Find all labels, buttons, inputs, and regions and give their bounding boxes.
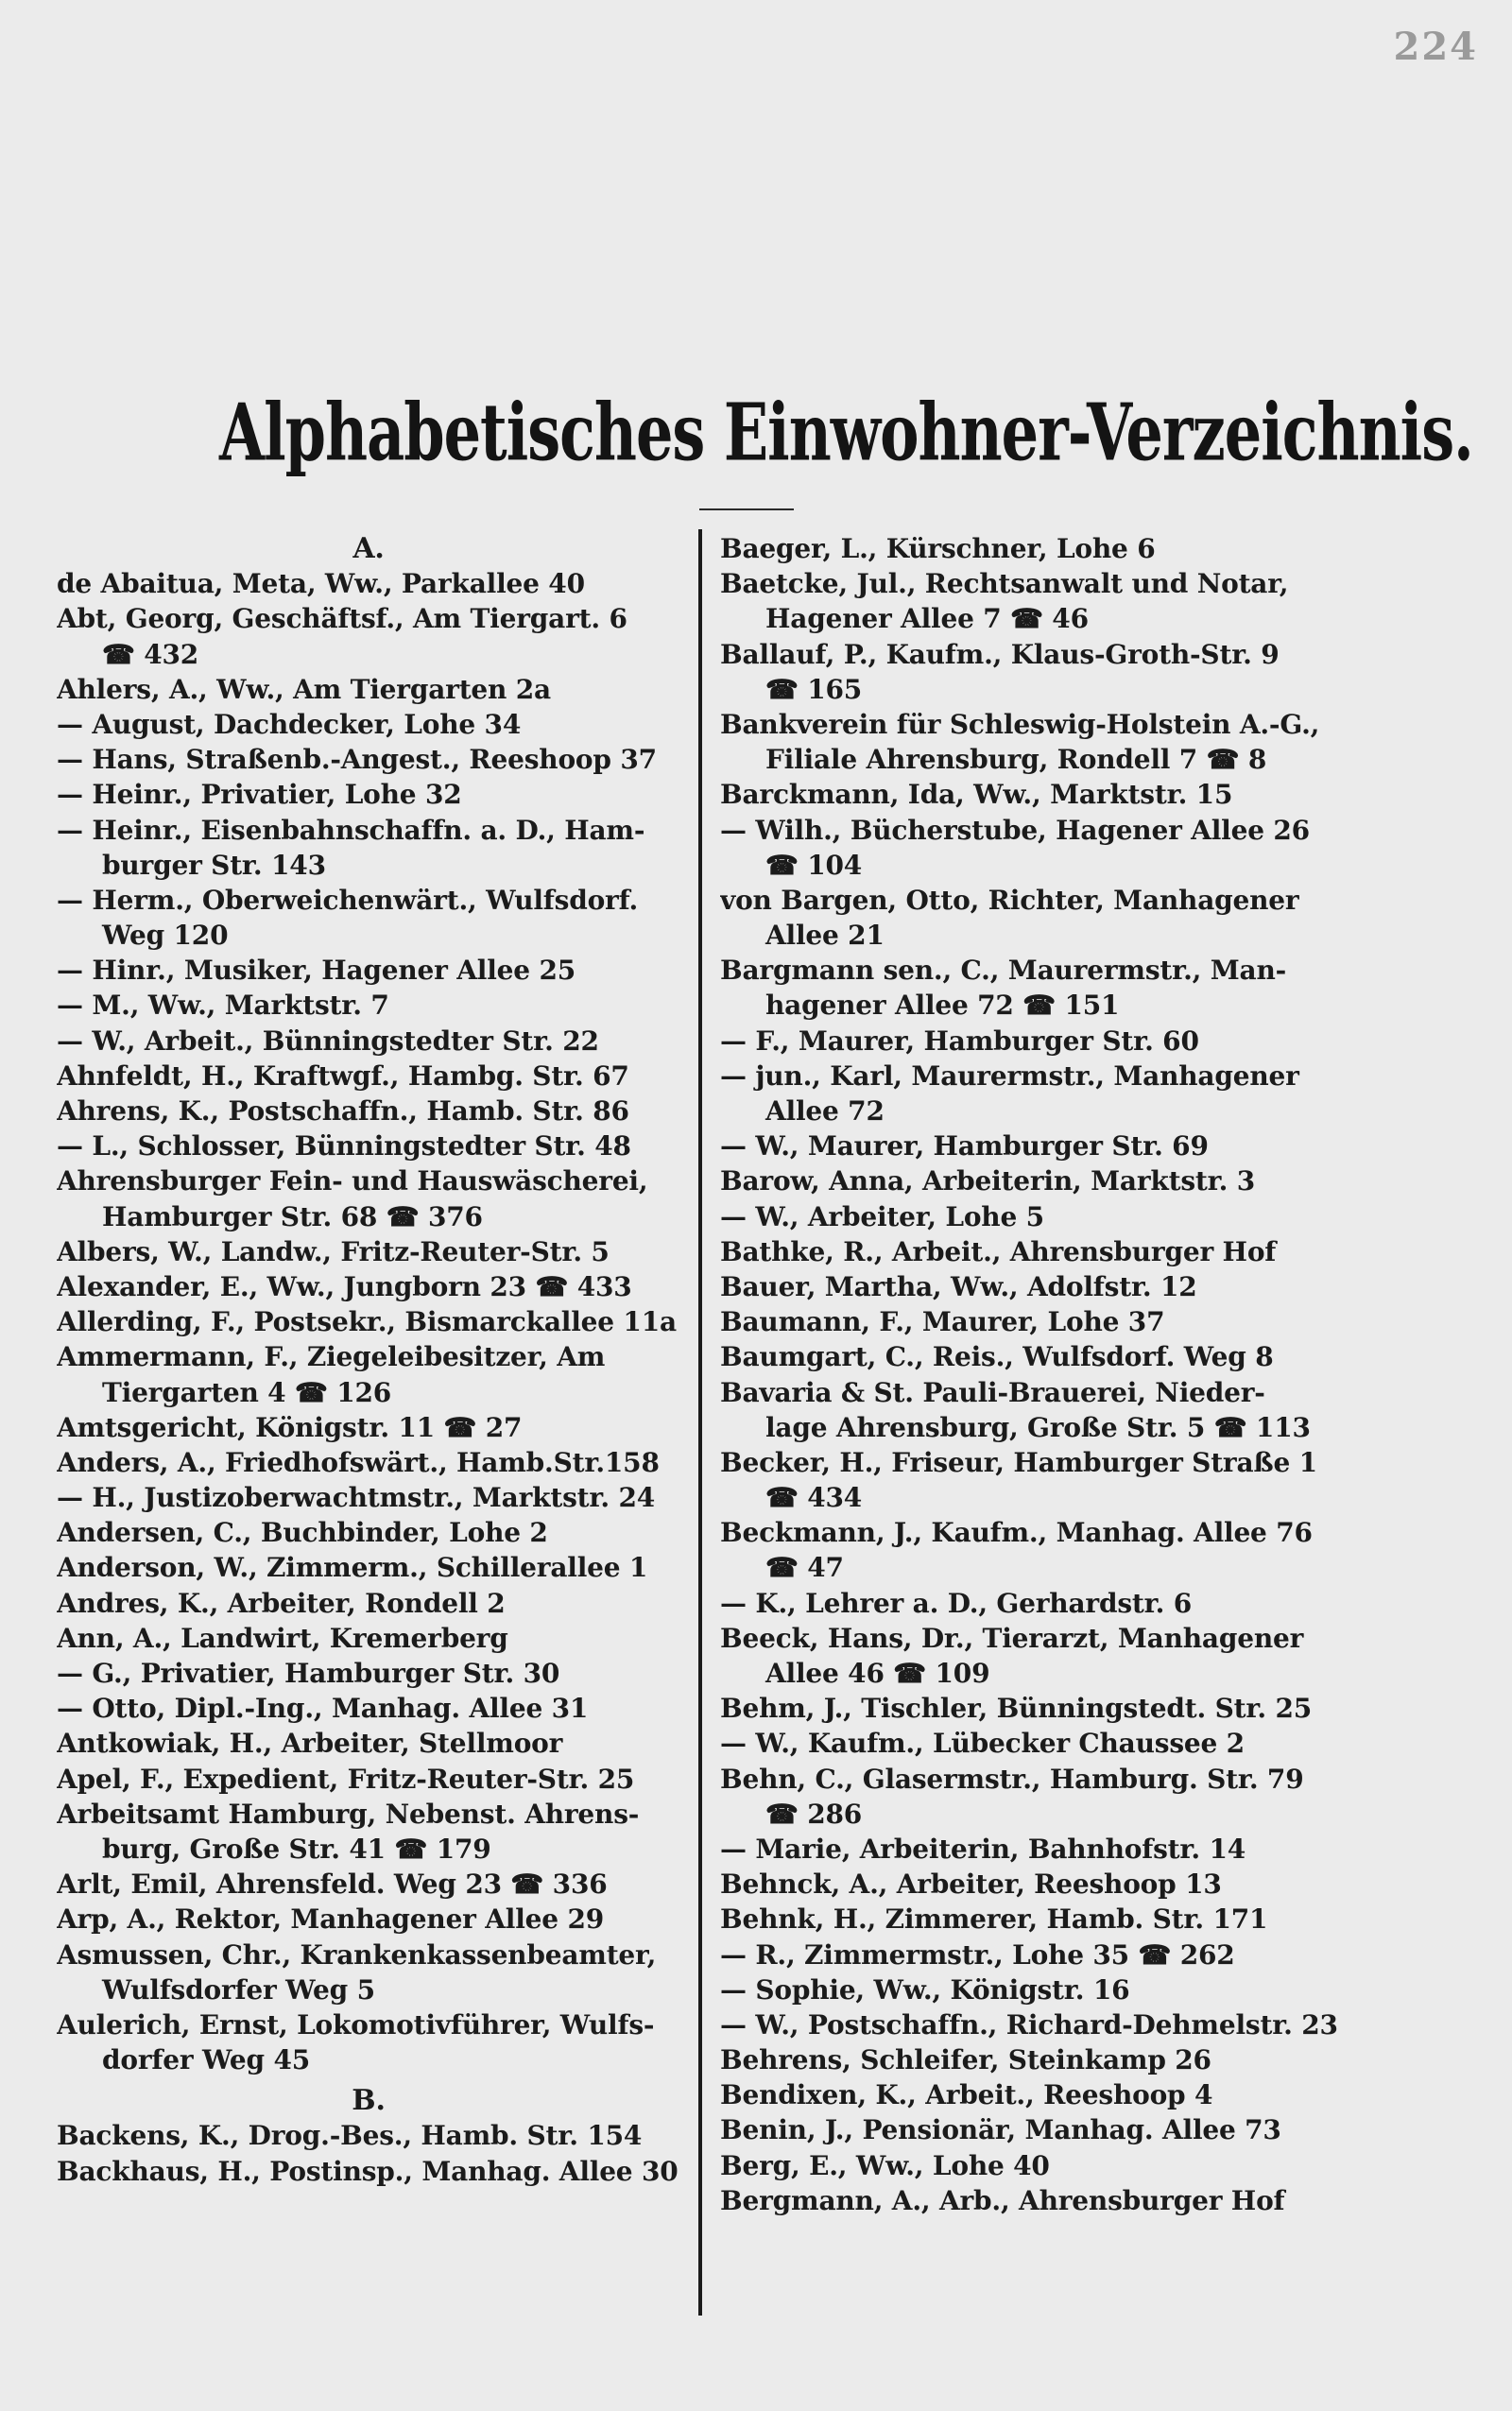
directory-entry: Ann, A., Landwirt, Kremerberg — [57, 1622, 508, 1654]
directory-entry: — Hans, Straßenb.-Angest., Reeshoop 37 — [57, 744, 657, 776]
directory-entry: Baumann, F., Maurer, Lohe 37 — [720, 1306, 1165, 1338]
directory-entry: — Marie, Arbeiterin, Bahnhofstr. 14 — [720, 1833, 1246, 1865]
directory-entry: — Otto, Dipl.-Ing., Manhag. Allee 31 — [57, 1693, 589, 1725]
directory-entry: Allerding, F., Postsekr., Bismarckallee 11a — [57, 1306, 677, 1338]
directory-entry: — H., Justizoberwachtmstr., Marktstr. 24 — [57, 1482, 656, 1514]
entry-continuation: Filiale Ahrensburg, Rondell 7 ☎ 8 — [765, 744, 1267, 776]
directory-entry: Ballauf, P., Kaufm., Klaus-Groth-Str. 9 — [720, 638, 1280, 670]
directory-entry: Beckmann, J., Kaufm., Manhag. Allee 76 — [720, 1517, 1313, 1549]
directory-entry: — Herm., Oberweichenwärt., Wulfsdorf. — [57, 884, 638, 916]
directory-entry: Bargmann sen., C., Maurermstr., Man- — [720, 955, 1287, 987]
directory-entry: Behm, J., Tischler, Bünningstedt. Str. 25 — [720, 1693, 1313, 1725]
directory-entry: Ahrensburger Fein- und Hauswäscherei, — [57, 1165, 648, 1197]
directory-entry: — K., Lehrer a. D., Gerhardstr. 6 — [720, 1587, 1192, 1619]
directory-entry: Bendixen, K., Arbeit., Reeshoop 4 — [720, 2079, 1213, 2111]
column-divider — [698, 529, 702, 2316]
directory-entry: — August, Dachdecker, Lohe 34 — [57, 708, 522, 740]
directory-entry: — L., Schlosser, Bünningstedter Str. 48 — [57, 1130, 631, 1162]
directory-entry: Behrens, Schleifer, Steinkamp 26 — [720, 2044, 1211, 2076]
entry-continuation: Tiergarten 4 ☎ 126 — [102, 1376, 392, 1408]
directory-entry: Bavaria & St. Pauli-Brauerei, Nieder- — [720, 1376, 1265, 1408]
directory-entry: Baumgart, C., Reis., Wulfsdorf. Weg 8 — [720, 1341, 1274, 1373]
directory-entry: Albers, W., Landw., Fritz-Reuter-Str. 5 — [57, 1235, 610, 1267]
directory-entry: Andres, K., Arbeiter, Rondell 2 — [57, 1587, 506, 1619]
directory-entry: Bathke, R., Arbeit., Ahrensburger Hof — [720, 1235, 1277, 1267]
entry-continuation: ☎ 47 — [765, 1552, 844, 1584]
entry-continuation: ☎ 432 — [102, 638, 199, 670]
directory-entry: Ahrens, K., Postschaffn., Hamb. Str. 86 — [57, 1095, 629, 1127]
directory-entry: — M., Ww., Marktstr. 7 — [57, 990, 389, 1022]
directory-entry: Bergmann, A., Arb., Ahrensburger Hof — [720, 2184, 1285, 2216]
directory-entry: — W., Arbeit., Bünningstedter Str. 22 — [57, 1025, 599, 1057]
directory-entry: — jun., Karl, Maurermstr., Manhagener — [720, 1059, 1299, 1092]
directory-entry: — Heinr., Eisenbahnschaffn. a. D., Ham- — [57, 814, 645, 846]
directory-entry: Bauer, Martha, Ww., Adolfstr. 12 — [720, 1270, 1197, 1302]
directory-entry: Asmussen, Chr., Krankenkassenbeamter, — [57, 1938, 657, 1971]
entry-continuation: Hagener Allee 7 ☎ 46 — [765, 603, 1089, 635]
entry-continuation: burger Str. 143 — [102, 849, 326, 881]
directory-entry: — Hinr., Musiker, Hagener Allee 25 — [57, 955, 576, 987]
directory-entry: Antkowiak, H., Arbeiter, Stellmoor — [57, 1728, 563, 1760]
directory-entry: Arbeitsamt Hamburg, Nebenst. Ahrens- — [57, 1798, 640, 1830]
directory-entry: Abt, Georg, Geschäftsf., Am Tiergart. 6 — [57, 603, 627, 635]
directory-entry: Bankverein für Schleswig-Holstein A.-G., — [720, 708, 1320, 740]
directory-entry: Ahlers, A., Ww., Am Tiergarten 2a — [57, 673, 551, 705]
page-number: 224 — [1393, 25, 1478, 69]
directory-entry: — F., Maurer, Hamburger Str. 60 — [720, 1025, 1199, 1057]
directory-entry: Behn, C., Glasermstr., Hamburg. Str. 79 — [720, 1763, 1304, 1795]
directory-entry: Behnck, A., Arbeiter, Reeshoop 13 — [720, 1869, 1222, 1901]
entry-continuation: Allee 72 — [765, 1095, 885, 1127]
directory-entry: Beeck, Hans, Dr., Tierarzt, Manhagener — [720, 1622, 1304, 1654]
directory-entry: — G., Privatier, Hamburger Str. 30 — [57, 1658, 560, 1689]
entry-continuation: ☎ 104 — [765, 849, 863, 881]
entry-continuation: ☎ 286 — [765, 1798, 863, 1830]
directory-entry: Baeger, L., Kürschner, Lohe 6 — [720, 533, 1156, 564]
directory-entry: — W., Kaufm., Lübecker Chaussee 2 — [720, 1728, 1245, 1760]
directory-entry: Behnk, H., Zimmerer, Hamb. Str. 171 — [720, 1903, 1268, 1936]
directory-entry: Backens, K., Drog.-Bes., Hamb. Str. 154 — [57, 2120, 643, 2152]
entry-continuation: Allee 21 — [765, 920, 885, 952]
directory-entry: Barckmann, Ida, Ww., Marktstr. 15 — [720, 779, 1233, 811]
directory-entry: Arp, A., Rektor, Manhagener Allee 29 — [57, 1903, 605, 1936]
directory-entry: Benin, J., Pensionär, Manhag. Allee 73 — [720, 2114, 1281, 2146]
directory-entry: Ahnfeldt, H., Kraftwgf., Hambg. Str. 67 — [57, 1059, 629, 1092]
directory-entry: Becker, H., Friseur, Hamburger Straße 1 — [720, 1446, 1317, 1478]
directory-entry: — R., Zimmermstr., Lohe 35 ☎ 262 — [720, 1938, 1235, 1971]
entry-continuation: Hamburger Str. 68 ☎ 376 — [102, 1200, 483, 1232]
entry-continuation: Allee 46 ☎ 109 — [765, 1658, 990, 1689]
entry-continuation: hagener Allee 72 ☎ 151 — [765, 990, 1120, 1022]
entry-continuation: Weg 120 — [102, 920, 229, 952]
directory-entry: von Bargen, Otto, Richter, Manhagener — [720, 884, 1299, 916]
directory-entry: — W., Maurer, Hamburger Str. 69 — [720, 1130, 1209, 1162]
directory-entry: Berg, E., Ww., Lohe 40 — [720, 2149, 1050, 2181]
entry-continuation: lage Ahrensburg, Große Str. 5 ☎ 113 — [765, 1411, 1311, 1443]
directory-entry: Arlt, Emil, Ahrensfeld. Weg 23 ☎ 336 — [57, 1869, 608, 1901]
entry-continuation: ☎ 165 — [765, 673, 863, 705]
directory-entry: Backhaus, H., Postinsp., Manhag. Allee 30 — [57, 2155, 679, 2187]
directory-entry: Ammermann, F., Ziegeleibesitzer, Am — [57, 1341, 606, 1373]
directory-entry: de Abaitua, Meta, Ww., Parkallee 40 — [57, 568, 585, 600]
directory-entry: Barow, Anna, Arbeiterin, Marktstr. 3 — [720, 1165, 1256, 1197]
directory-entry: Alexander, E., Ww., Jungborn 23 ☎ 433 — [57, 1270, 632, 1302]
directory-entry: Aulerich, Ernst, Lokomotivführer, Wulfs- — [57, 2008, 655, 2041]
entry-continuation: ☎ 434 — [765, 1482, 863, 1514]
directory-entry: Baetcke, Jul., Rechtsanwalt und Notar, — [720, 568, 1289, 600]
directory-entry: Apel, F., Expedient, Fritz-Reuter-Str. 25 — [57, 1763, 635, 1795]
directory-entry: — W., Arbeiter, Lohe 5 — [720, 1200, 1044, 1232]
directory-column-right — [720, 531, 1353, 2218]
directory-entry: Anderson, W., Zimmerm., Schillerallee 1 — [57, 1552, 648, 1584]
directory-entry: Anders, A., Friedhofswärt., Hamb.Str.158 — [57, 1446, 660, 1478]
directory-entry: — Heinr., Privatier, Lohe 32 — [57, 779, 462, 811]
entry-continuation: burg, Große Str. 41 ☎ 179 — [102, 1833, 491, 1865]
directory-entry: — W., Postschaffn., Richard-Dehmelstr. 23 — [720, 2008, 1338, 2041]
section-letter: A. — [352, 532, 385, 565]
directory-column-left — [57, 531, 680, 2189]
directory-entry: — Sophie, Ww., Königstr. 16 — [720, 1973, 1130, 2006]
entry-continuation: Wulfsdorfer Weg 5 — [102, 1973, 375, 2006]
directory-entry: Amtsgericht, Königstr. 11 ☎ 27 — [57, 1411, 523, 1443]
section-letter: B. — [352, 2084, 386, 2118]
directory-entry: — Wilh., Bücherstube, Hagener Allee 26 — [720, 814, 1310, 846]
entry-continuation: dorfer Weg 45 — [102, 2044, 311, 2076]
page-title: Alphabetisches Einwohner-Verzeichnis. — [219, 386, 1473, 479]
directory-entry: Andersen, C., Buchbinder, Lohe 2 — [57, 1517, 548, 1549]
title-rule — [699, 508, 794, 510]
